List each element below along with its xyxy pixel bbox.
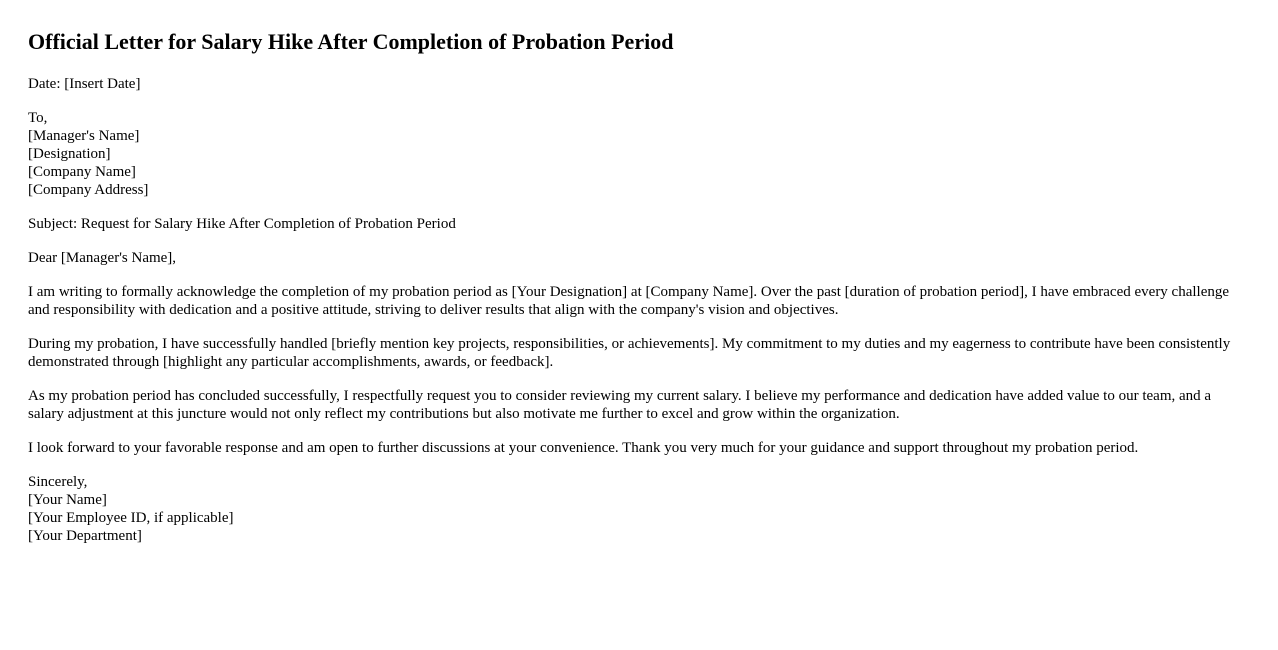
- recipient-company: [Company Name]: [28, 164, 136, 180]
- recipient-designation: [Designation]: [28, 146, 111, 162]
- recipient-name: [Manager's Name]: [28, 128, 140, 144]
- recipient-block: [28, 109, 1250, 199]
- closing-block: [28, 473, 1250, 545]
- letter-subject: Subject: Request for Salary Hike After Completion of Probation Period: [28, 216, 456, 232]
- closing-name: [Your Name]: [28, 492, 107, 508]
- recipient-address: [Company Address]: [28, 182, 149, 198]
- body-paragraph-1: I am writing to formally acknowledge the completion of my probation period as [Your Designation] at [Company Name]. Over the past [duration of probation period], I have embraced every challenge and responsibility with dedication and a positive attitude, striving to deliver results that align with the company's vision and objectives.: [28, 284, 1230, 318]
- page-title: Official Letter for Salary Hike After Completion of Probation Period: [28, 29, 674, 54]
- letter-date: Date: [Insert Date]: [28, 76, 141, 92]
- body-paragraph-4: I look forward to your favorable response and am open to further discussions at your convenience. Thank you very much for your guidance and support throughout my probation period.: [28, 440, 1139, 456]
- letter-document: [28, 28, 1250, 545]
- body-paragraph-3: As my probation period has concluded successfully, I respectfully request you to consider reviewing my current salary. I believe my performance and dedication have added value to our team, and a salary adjustment at this juncture would not only reflect my contributions but also motivate me further to excel and grow within the organization.: [28, 388, 1212, 422]
- letter-salutation: Dear [Manager's Name],: [28, 250, 177, 266]
- body-paragraph-2: During my probation, I have successfully handled [briefly mention key projects, responsibilities, or achievements]. My commitment to my duties and my eagerness to contribute have been consistently demonstrated through [highlight any particular accomplishments, awards, or feedback].: [28, 336, 1231, 370]
- closing-signoff: Sincerely,: [28, 474, 88, 490]
- closing-department: [Your Department]: [28, 528, 142, 544]
- closing-employee-id: [Your Employee ID, if applicable]: [28, 510, 234, 526]
- recipient-to: To,: [28, 110, 48, 126]
